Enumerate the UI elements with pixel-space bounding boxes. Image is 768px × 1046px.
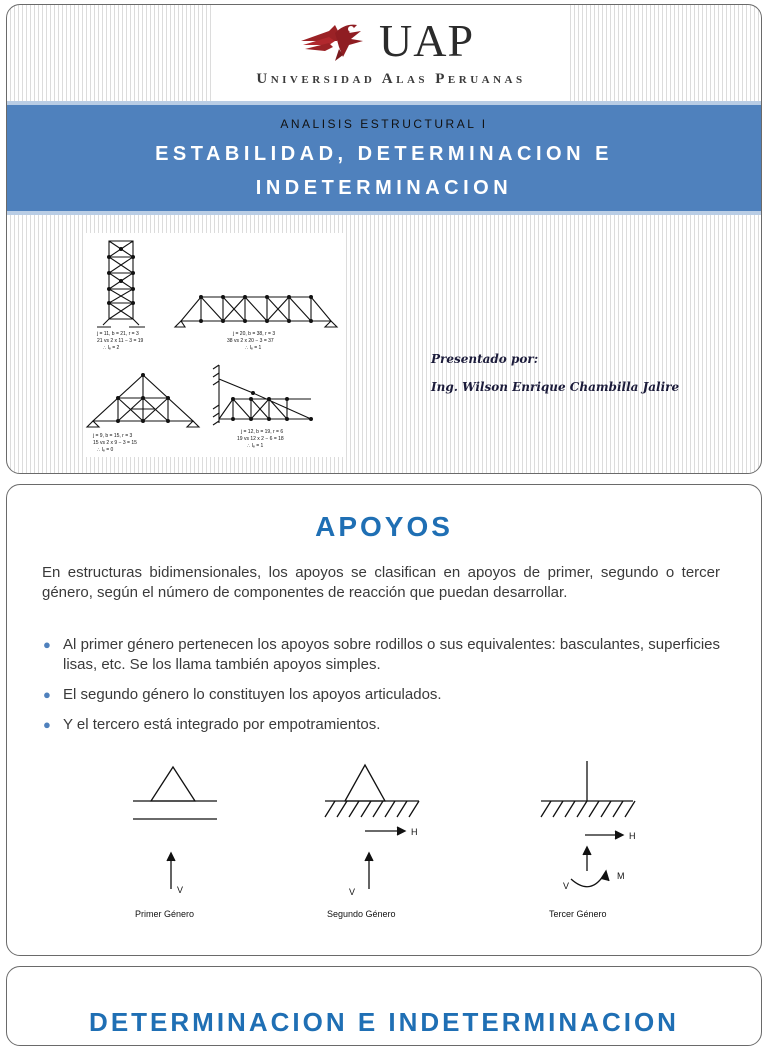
primer-genero-label: Primer Género [135,909,195,919]
m-label: M [617,871,625,881]
truss-caption-1b: 21 vs 2 x 11 − 3 = 19 [97,338,144,344]
truss-caption-2b: 38 vs 2 x 20 − 3 = 37 [227,338,274,344]
truss-caption-2a: j = 20, b = 38, r = 3 [233,331,276,337]
cantilever-truss [213,365,313,425]
section-title: APOYOS [315,511,453,542]
truss-examples-figure [85,233,343,457]
support-types-list [42,635,720,745]
truss-caption-2c: ∴ Iₑ = 1 [245,345,262,351]
university-name: Universidad Alas Peruanas [256,71,526,87]
support-types-diagram [125,755,647,925]
truss-caption-3b: 15 vs 2 x 9 − 3 = 15 [93,440,137,446]
v-label: V [563,881,570,891]
tercer-genero-label: Tercer Género [549,909,607,919]
truss-caption-4b: 19 vs 12 x 2 − 6 = 18 [237,436,284,442]
segundo-genero-label: Segundo Género [327,909,396,919]
roof-truss [87,373,199,427]
bullet-icon: ● [43,687,51,702]
tower-truss [97,241,145,327]
truss-caption-1a: j = 11, b = 21, r = 3 [97,331,139,337]
intro-paragraph: En estructuras bidimensionales, los apoyos se clasifican en apoyos de primer, segundo o tercer género, según el número de componentes de reacción que puedan desarrollar. [42,564,720,601]
determination-slide [6,966,762,1046]
bridge-truss [175,295,337,327]
v-label: V [177,885,184,895]
roof-caption [92,433,137,453]
list-item: ● El segundo género lo constituyen los apoyos articulados. [43,686,442,703]
truss-caption-4c: ∴ Iₑ = 1 [247,443,264,449]
h-label: H [629,831,636,841]
presenter-block [431,345,679,401]
presentation-title [7,137,761,205]
pin-support-diagram [325,765,419,919]
fixed-support-diagram [541,761,636,919]
title-slide [6,4,762,474]
h-label: H [411,827,418,837]
truss-caption-3c: ∴ Iₑ = 0 [97,447,114,453]
list-item: ● Al primer género pertenecen los apoyos sobre rodillos o sus equivalentes: basculantes, superficies lisas, etc. Se los llama también apoyos simples. [43,636,720,673]
title-line-2: INDETERMINACION [255,177,513,199]
v-label: V [349,887,356,897]
truss-caption-3a: j = 9, b = 15, r = 3 [93,433,133,439]
cantilever-caption [237,429,284,449]
section-title: DETERMINACION E INDETERMINACION [89,1007,679,1037]
roller-support-diagram [133,767,217,919]
presented-label: Presentado por: [431,352,539,366]
list-item: ● Y el tercero está integrado por empotramientos. [43,716,381,733]
tower-caption [96,331,144,351]
supports-slide [6,484,762,956]
bridge-caption [227,331,275,351]
bullet-icon: ● [43,717,51,732]
presenter-name: Ing. Wilson Enrique Chambilla Jalire [431,380,680,394]
course-name: ANALISIS ESTRUCTURAL I [280,117,488,131]
truss-caption-4a: j = 12, b = 19, r = 6 [241,429,284,435]
uap-acronym: UAP [379,15,475,66]
title-band [7,101,761,215]
winged-emblem-icon [299,19,375,63]
university-header [213,5,569,101]
title-line-1: ESTABILIDAD, DETERMINACION E [155,143,613,165]
bullet-icon: ● [43,637,51,652]
truss-caption-1c: ∴ Iₑ = 2 [103,345,120,351]
